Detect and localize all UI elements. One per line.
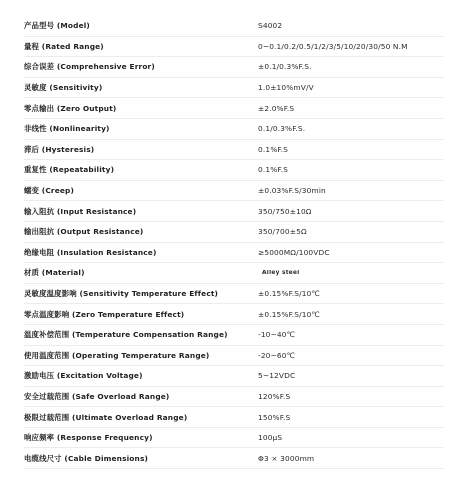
spec-label: 灵敏度温度影响 (Sensitivity Temperature Effect): [24, 289, 219, 299]
spec-row-output-resistance: [24, 222, 444, 243]
spec-label: 零点温度影响 (Zero Temperature Effect): [24, 309, 185, 319]
spec-row-input-resistance: [24, 201, 444, 222]
spec-value: S4002: [258, 21, 283, 31]
spec-value: ±0.15%F.S/10℃: [258, 289, 320, 299]
spec-value: 0.1/0.3%F.S.: [258, 124, 306, 134]
spec-label: 使用温度范围 (Operating Temperature Range): [24, 350, 210, 360]
spec-label: 产品型号 (Model): [24, 21, 90, 31]
spec-value: Alley steel: [262, 269, 300, 276]
spec-value: 100μS: [258, 433, 283, 443]
spec-label: 输入阻抗 (Input Resistance): [24, 206, 137, 216]
spec-label: 极限过载范围 (Ultimate Overload Range): [24, 412, 188, 422]
spec-label: 安全过载范围 (Safe Overload Range): [24, 391, 170, 401]
spec-value: Φ3 × 3000mm: [258, 453, 315, 463]
spec-label: 蠕变 (Creep): [24, 186, 74, 196]
spec-row-insulation-resistance: [24, 243, 444, 264]
spec-row-excitation-voltage: [24, 366, 444, 387]
spec-row-zero-temperature-effect: [24, 304, 444, 325]
spec-value: 150%F.S: [258, 412, 291, 422]
spec-value: ≥5000MΩ/100VDC: [258, 247, 330, 257]
spec-value: -10~40℃: [258, 330, 296, 340]
spec-row-temperature-compensation-range: [24, 325, 444, 346]
spec-row-cable-dimensions: [24, 448, 444, 469]
spec-row-operating-temperature-range: [24, 346, 444, 367]
spec-label: 灵敏度 (Sensitivity): [24, 83, 103, 93]
spec-row-nonlinearity: [24, 119, 444, 140]
spec-row-sensitivity: [24, 78, 444, 99]
spec-value: 0~0.1/0.2/0.5/1/2/3/5/10/20/30/50 N.M: [258, 41, 408, 51]
spec-row-material: [24, 263, 444, 284]
spec-row-ultimate-overload-range: [24, 407, 444, 428]
spec-row-sensitivity-temperature-effect: [24, 284, 444, 305]
spec-value: ±0.15%F.S/10℃: [258, 309, 320, 319]
spec-label: 滞后 (Hysteresis): [24, 144, 95, 154]
spec-label: 零点输出 (Zero Output): [24, 103, 117, 113]
spec-row-rated-range: [24, 37, 444, 58]
spec-label: 响应频率 (Response Frequency): [24, 433, 153, 443]
spec-row-repeatability: [24, 160, 444, 181]
spec-row-comprehensive-error: [24, 57, 444, 78]
spec-value: ±0.03%F.S/30min: [258, 186, 326, 196]
spec-row-zero-output: [24, 98, 444, 119]
spec-label: 材质 (Material): [24, 268, 85, 278]
spec-row-model: [24, 16, 444, 37]
spec-value: 0.1%F.S: [258, 165, 288, 175]
spec-value: ±0.1/0.3%F.S.: [258, 62, 312, 72]
spec-value: 0.1%F.S: [258, 144, 288, 154]
spec-row-safe-overload-range: [24, 387, 444, 408]
spec-row-hysteresis: [24, 140, 444, 161]
spec-label: 激励电压 (Excitation Voltage): [24, 371, 143, 381]
spec-label: 非线性 (Nonlinearity): [24, 124, 110, 134]
spec-value: 120%F.S: [258, 391, 291, 401]
spec-value: -20~60℃: [258, 350, 296, 360]
spec-label: 输出阻抗 (Output Resistance): [24, 227, 144, 237]
spec-value: ±2.0%F.S: [258, 103, 295, 113]
spec-label: 绝缘电阻 (Insulation Resistance): [24, 247, 157, 257]
spec-label: 综合误差 (Comprehensive Error): [24, 62, 155, 72]
spec-row-response-frequency: [24, 428, 444, 449]
spec-table: [24, 16, 444, 469]
spec-label: 重复性 (Repeatability): [24, 165, 115, 175]
spec-value: 350/700±5Ω: [258, 227, 307, 237]
spec-label: 温度补偿范围 (Temperature Compensation Range): [24, 330, 228, 340]
spec-label: 量程 (Rated Range): [24, 41, 104, 51]
spec-value: 350/750±10Ω: [258, 206, 312, 216]
spec-row-creep: [24, 181, 444, 202]
spec-value: 1.0±10%mV/V: [258, 83, 314, 93]
spec-label: 电缆线尺寸 (Cable Dimensions): [24, 453, 149, 463]
spec-value: 5~12VDC: [258, 371, 296, 381]
